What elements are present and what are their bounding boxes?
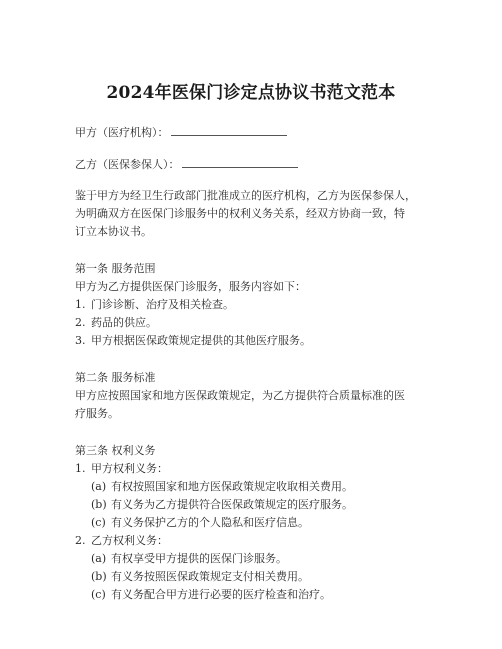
sub-item-text: 有义务按照医保政策规定支付相关费用。	[111, 570, 309, 583]
party-b-label: 乙方（医保参保人）：	[75, 158, 180, 171]
sub-item-text: 有权按照国家和地方医保政策规定收取相关费用。	[111, 480, 353, 493]
list-item-text: 甲方根据医保政策规定提供的其他医疗服务。	[91, 334, 311, 347]
party-b-right-c	[91, 588, 331, 602]
sub-item-text: 有权享受甲方提供的医保门诊服务。	[111, 552, 287, 565]
article1-item-2	[75, 316, 157, 330]
party-b-line	[75, 157, 298, 172]
intro-line-2: 为明确双方在医保门诊服务中的权利义务关系，经双方协商一致，特	[75, 207, 405, 220]
list-number: 3.	[75, 334, 86, 347]
party-a-rights-heading	[75, 462, 168, 476]
sub-item-text: 有义务为乙方提供符合医保政策规定的医疗服务。	[111, 498, 353, 511]
sub-item-mark: (b)	[91, 498, 107, 511]
list-item-text: 药品的供应。	[91, 316, 157, 329]
party-b-right-a	[91, 552, 287, 566]
party-a-right-b	[91, 498, 353, 512]
sub-item-mark: (c)	[91, 588, 106, 601]
article2-text-1: 甲方应按照国家和地方医保政策规定，为乙方提供符合质量标准的医	[75, 389, 405, 402]
party-b-right-b	[91, 570, 309, 584]
party-b-rights-heading	[75, 534, 168, 548]
party-a-label: 甲方（医疗机构）：	[75, 126, 169, 139]
party-a-line	[75, 125, 287, 140]
article1-item-1	[75, 298, 234, 312]
sub-item-text: 有义务配合甲方进行必要的医疗检查和治疗。	[111, 588, 331, 601]
sub-item-text: 有义务保护乙方的个人隐私和医疗信息。	[111, 516, 309, 529]
party-a-rights-label: 甲方权利义务：	[91, 462, 168, 475]
sub-item-mark: (a)	[91, 552, 107, 565]
document-title: 2024年医保门诊定点协议书范文范本	[106, 83, 396, 103]
party-b-blank[interactable]	[182, 157, 298, 168]
party-a-right-a	[91, 480, 353, 494]
list-number: 2.	[75, 316, 86, 329]
party-b-rights-label: 乙方权利义务：	[91, 534, 168, 547]
intro-line-3: 订立本协议书。	[75, 225, 152, 238]
party-a-right-c	[91, 516, 309, 530]
article1-lead: 甲方为乙方提供医保门诊服务，服务内容如下：	[75, 280, 306, 293]
article3-heading: 第三条 权利义务	[75, 444, 156, 457]
list-number: 1.	[75, 462, 86, 475]
intro-line-1: 鉴于甲方为经卫生行政部门批准成立的医疗机构，乙方为医保参保人，	[75, 189, 416, 202]
list-number: 2.	[75, 534, 86, 547]
sub-item-mark: (c)	[91, 516, 106, 529]
list-number: 1.	[75, 298, 86, 311]
list-item-text: 门诊诊断、治疗及相关检查。	[91, 298, 234, 311]
sub-item-mark: (a)	[91, 480, 107, 493]
article2-text-2: 疗服务。	[75, 407, 119, 420]
sub-item-mark: (b)	[91, 570, 107, 583]
article1-heading: 第一条 服务范围	[75, 262, 156, 275]
party-a-blank[interactable]	[171, 125, 287, 136]
article2-heading: 第二条 服务标准	[75, 371, 156, 384]
article1-item-3	[75, 334, 311, 348]
